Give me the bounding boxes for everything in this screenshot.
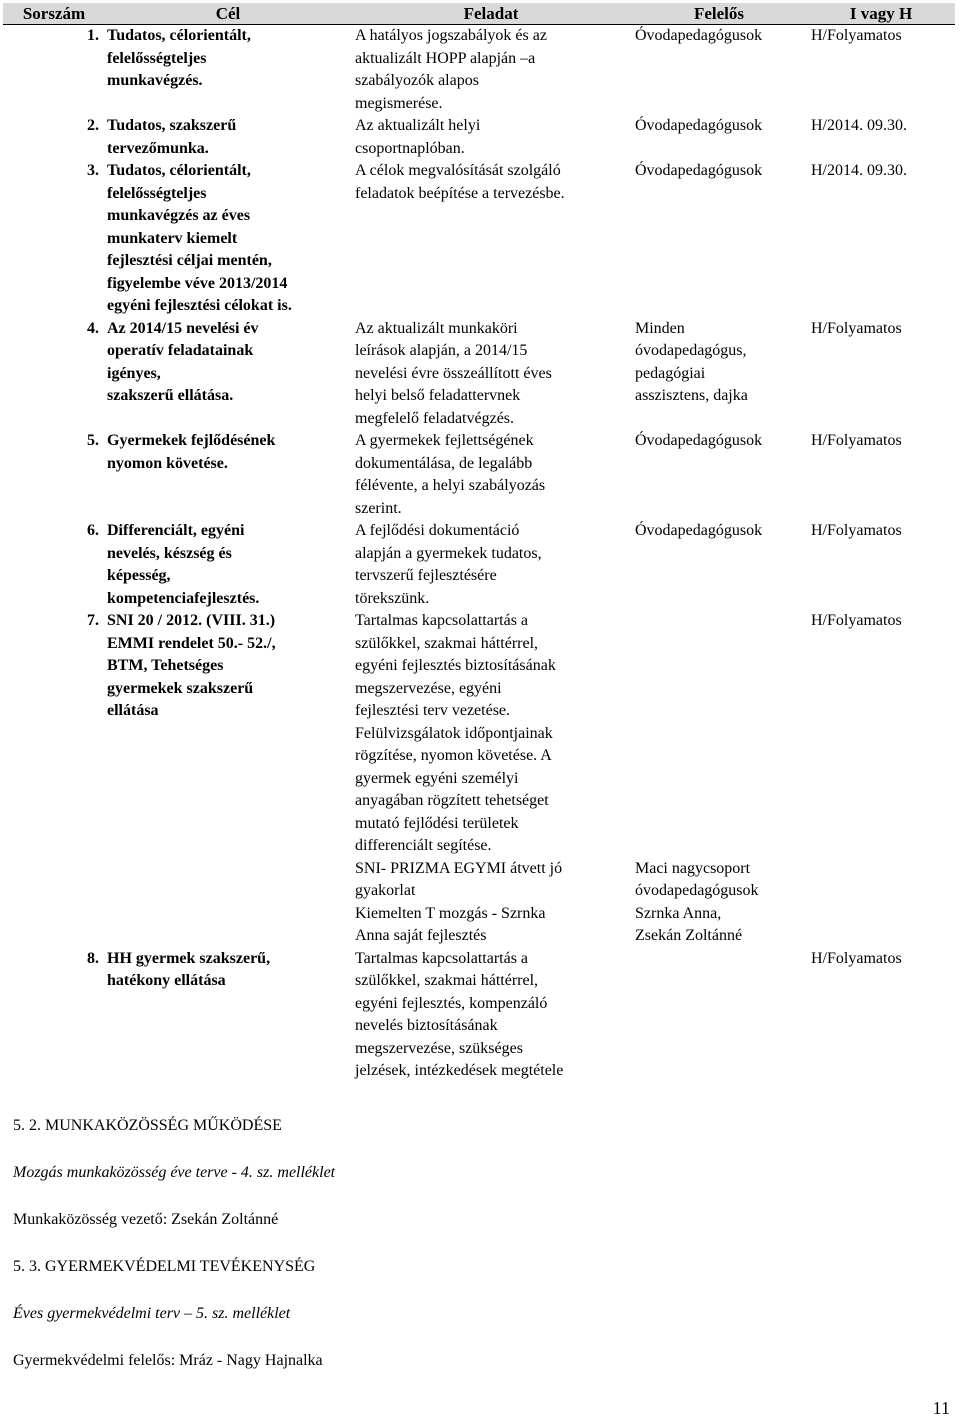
cel-cell <box>105 520 351 610</box>
felelos-line: pedagógiai <box>635 364 706 382</box>
felelos-line: óvodapedagógusok <box>635 882 759 899</box>
feladat-line: jelzések, intézkedések megtétele <box>355 1062 564 1079</box>
cel-cell <box>105 610 351 948</box>
cel-line: kompetenciafejlesztés. <box>107 589 260 607</box>
i-vagy-h-cell: H/Folyamatos <box>811 319 902 337</box>
cel-line: felelősségteljes <box>107 184 207 202</box>
section-5-3-title: 5. 3. GYERMEKVÉDELMI TEVÉKENYSÉG <box>13 1258 316 1275</box>
feladat-cell <box>351 610 631 948</box>
feladat-cell <box>351 160 631 318</box>
feladat-line: egyéni fejlesztés biztosításának <box>355 657 556 674</box>
felelos-line: asszisztens, dajka <box>635 387 748 404</box>
table-row <box>3 430 955 520</box>
feladat-line: Felülvizsgálatok időpontjainak <box>355 724 553 742</box>
row-number: 7. <box>87 612 99 629</box>
i-vagy-h-cell: H/Folyamatos <box>811 27 902 44</box>
table-row <box>3 160 955 318</box>
feladat-line: nevelés biztosításának <box>355 1017 498 1034</box>
feladat-line: szülőkkel, szakmai háttérrel, <box>355 634 539 652</box>
cel-line: BTM, Tehetséges <box>107 657 224 674</box>
feladat-line: SNI- PRIZMA EGYMI átvett jó <box>355 859 563 877</box>
feladat-line: Anna saját fejlesztés <box>355 927 487 944</box>
i-vagy-h-cell: H/2014. 09.30. <box>811 117 907 134</box>
feladat-cell <box>351 25 631 116</box>
felelos-cell <box>631 160 807 318</box>
row-number: 8. <box>87 949 99 967</box>
cel-line: hatékony ellátása <box>107 972 226 989</box>
feladat-line: A fejlődési dokumentáció <box>355 522 520 539</box>
cel-cell <box>105 25 351 116</box>
cel-line: munkavégzés. <box>107 72 203 89</box>
feladat-line: megszervezése, szükséges <box>355 1039 523 1057</box>
i-vagy-h-cell: H/Folyamatos <box>811 612 902 629</box>
felelos-cell <box>631 610 807 948</box>
feladat-line: feladatok beépítése a tervezésbe. <box>355 184 565 202</box>
i-vagy-h-cell: H/Folyamatos <box>811 522 902 539</box>
feladat-cell <box>351 115 631 160</box>
feladat-line: differenciált segítése. <box>355 837 492 854</box>
feladat-line: mutató fejlődési területek <box>355 814 519 832</box>
section-5-2-title: 5. 2. MUNKAKÖZÖSSÉG MŰKÖDÉSE <box>13 1117 282 1134</box>
felelos-line: Minden <box>635 319 685 337</box>
felelos-cell <box>631 948 807 1083</box>
feladat-line: gyermek egyéni személyi <box>355 769 519 787</box>
feladat-line: fejlesztési terv vezetése. <box>355 702 511 719</box>
felelos-line: Maci nagycsoport <box>635 859 751 877</box>
feladat-line: Tartalmas kapcsolattartás a <box>355 949 529 967</box>
feladat-line: egyéni fejlesztés, kompenzáló <box>355 994 548 1012</box>
cel-line: SNI 20 / 2012. (VIII. 31.) <box>107 612 276 629</box>
cel-line: Az 2014/15 nevelési év <box>107 319 259 337</box>
cel-line: Gyermekek fejlődésének <box>107 432 276 449</box>
feladat-line: helyi belső feladattervnek <box>355 387 521 404</box>
cel-line: Tudatos, szakszerű <box>107 117 237 134</box>
table-row <box>3 520 955 610</box>
table-body <box>3 25 955 1083</box>
row-number: 2. <box>87 117 99 134</box>
table-header-row <box>3 3 955 25</box>
cel-line: egyéni fejlesztési célokat is. <box>107 297 292 314</box>
felelos-line: Zsekán Zoltánné <box>635 927 743 944</box>
i-vagy-h-cell: H/2014. 09.30. <box>811 162 907 179</box>
feladat-line: megszervezése, egyéni <box>355 679 502 697</box>
feladat-cell <box>351 430 631 520</box>
feladat-line: szabályozók alapos <box>355 72 479 89</box>
feladat-line: Tartalmas kapcsolattartás a <box>355 612 529 629</box>
feladat-line: A gyermekek fejlettségének <box>355 432 534 449</box>
feladat-line: szülőkkel, szakmai háttérrel, <box>355 972 539 989</box>
feladat-line: aktualizált HOPP alapján –a <box>355 49 536 67</box>
table-row <box>3 610 955 948</box>
cel-cell <box>105 948 351 1083</box>
cel-line: szakszerű ellátása. <box>107 387 234 404</box>
cel-line: EMMI rendelet 50.- 52./, <box>107 634 276 652</box>
feladat-line: Az aktualizált helyi <box>355 117 481 134</box>
header-cel: Cél <box>105 3 351 25</box>
feladat-cell <box>351 520 631 610</box>
page-number: 11 <box>932 1398 950 1418</box>
felelos-line: Óvodapedagógusok <box>635 432 763 449</box>
cel-cell <box>105 160 351 318</box>
feladat-line: gyakorlat <box>355 882 416 899</box>
cel-line: figyelembe véve 2013/2014 <box>107 274 288 292</box>
cel-line: Differenciált, egyéni <box>107 522 245 539</box>
felelos-line: Óvodapedagógusok <box>635 162 763 179</box>
i-vagy-h-cell: H/Folyamatos <box>811 432 902 449</box>
feladat-cell <box>351 318 631 431</box>
feladat-line: Kiemelten T mozgás - Szrnka <box>355 904 546 922</box>
felelos-line: óvodapedagógus, <box>635 342 747 359</box>
cel-line: tervezőmunka. <box>107 139 209 157</box>
feladat-line: tervszerű fejlesztésére <box>355 567 497 584</box>
feladat-cell <box>351 948 631 1083</box>
felelos-line: Óvodapedagógusok <box>635 27 763 44</box>
row-number: 3. <box>87 162 99 179</box>
cel-line: nevelés, készség és <box>107 544 232 562</box>
feladat-line: dokumentálása, de legalább <box>355 454 533 472</box>
feladat-line: leírások alapján, a 2014/15 <box>355 342 528 359</box>
i-vagy-h-cell: H/Folyamatos <box>811 949 902 967</box>
cel-cell <box>105 318 351 431</box>
cel-line: HH gyermek szakszerű, <box>107 949 271 967</box>
feladat-line: Az aktualizált munkaköri <box>355 319 518 337</box>
cel-line: operatív feladatainak <box>107 342 254 359</box>
feladat-line: A célok megvalósítását szolgáló <box>355 162 561 179</box>
header-feladat: Feladat <box>351 3 631 25</box>
row-number: 4. <box>87 319 99 337</box>
row-number: 5. <box>87 432 99 449</box>
feladat-line: megfelelő feladatvégzés. <box>355 409 515 427</box>
cel-cell <box>105 115 351 160</box>
cel-line: felelősségteljes <box>107 49 207 67</box>
cel-line: munkavégzés az éves <box>107 207 251 224</box>
feladat-line: csoportnaplóban. <box>355 139 465 157</box>
feladat-line: nevelési évre összeállított éves <box>355 364 552 382</box>
row-number: 1. <box>87 27 99 44</box>
feladat-line: megismerése. <box>355 94 443 112</box>
section-5-3-responsible: Gyermekvédelmi felelős: Mráz - Nagy Hajnalka <box>13 1352 323 1369</box>
feladat-line: alapján a gyermekek tudatos, <box>355 544 542 562</box>
felelos-cell <box>631 430 807 520</box>
table-row <box>3 318 955 431</box>
feladat-line: A hatályos jogszabályok és az <box>355 27 547 44</box>
felelos-line: Óvodapedagógusok <box>635 117 763 134</box>
row-number: 6. <box>87 522 99 539</box>
cel-line: Tudatos, célorientált, <box>107 162 251 179</box>
cel-line: képesség, <box>107 567 171 584</box>
felelos-line: Szrnka Anna, <box>635 904 722 922</box>
cel-line: fejlesztési céljai mentén, <box>107 252 272 269</box>
feladat-line: anyagában rögzített tehetséget <box>355 792 549 809</box>
table-row <box>3 115 955 160</box>
cel-line: gyermekek szakszerű <box>107 679 254 697</box>
table-row <box>3 25 955 116</box>
table-row <box>3 948 955 1083</box>
section-5-3-plan: Éves gyermekvédelmi terv – 5. sz. melléklet <box>13 1305 291 1322</box>
felelos-line: Óvodapedagógusok <box>635 522 763 539</box>
feladat-line: törekszünk. <box>355 589 430 607</box>
cel-line: munkaterv kiemelt <box>107 229 238 247</box>
header-i-vagy-h: I vagy H <box>807 3 955 25</box>
cel-line: igényes, <box>107 364 161 382</box>
cel-line: nyomon követése. <box>107 454 228 472</box>
felelos-cell <box>631 520 807 610</box>
felelos-cell <box>631 318 807 431</box>
section-5-2-leader: Munkaközösség vezető: Zsekán Zoltánné <box>13 1211 279 1228</box>
feladat-line: rögzítése, nyomon követése. A <box>355 747 552 764</box>
header-felelos: Felelős <box>631 3 807 25</box>
cel-line: Tudatos, célorientált, <box>107 27 251 44</box>
felelos-cell <box>631 25 807 116</box>
task-table <box>3 3 955 1083</box>
felelos-cell <box>631 115 807 160</box>
cel-line: ellátása <box>107 702 159 719</box>
section-5-2-plan: Mozgás munkaközösség éve terve - 4. sz. melléklet <box>13 1164 336 1181</box>
header-sorszam: Sorszám <box>3 3 105 25</box>
cel-cell <box>105 430 351 520</box>
feladat-line: félévente, a helyi szabályozás <box>355 477 546 494</box>
feladat-line: szerint. <box>355 499 402 517</box>
